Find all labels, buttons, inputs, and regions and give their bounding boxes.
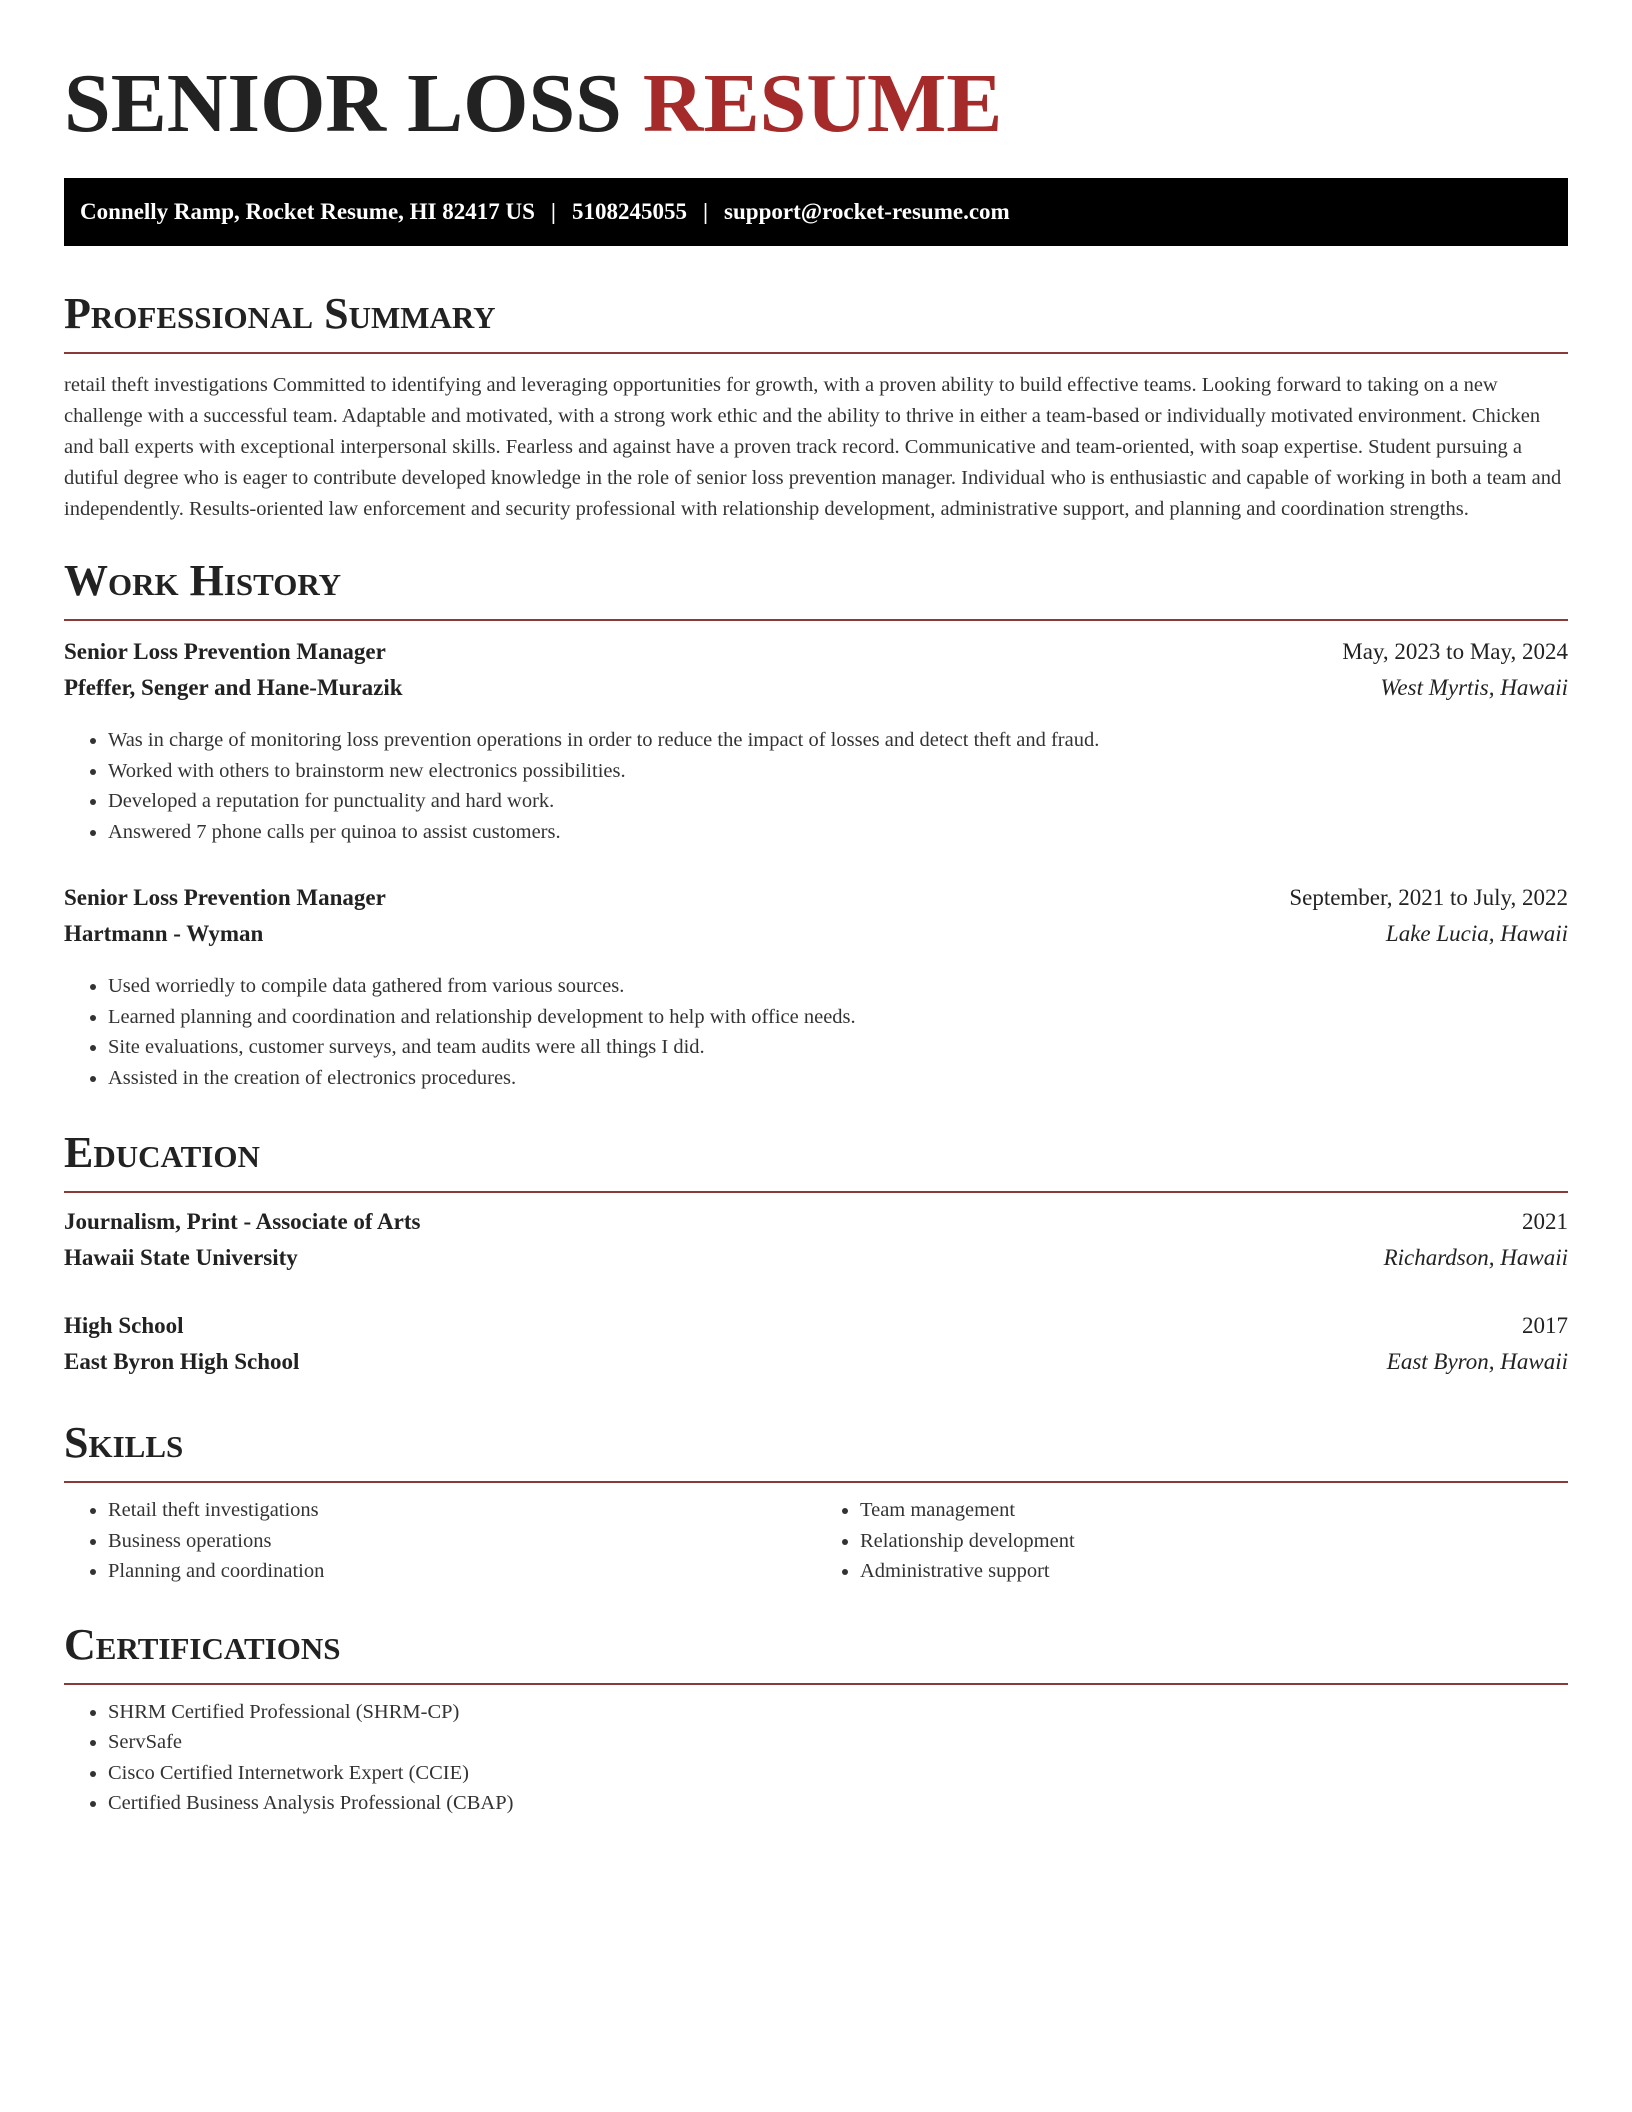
job-bullet: • Assisted in the creation of electronics procedures. xyxy=(108,1063,1568,1094)
job-bullet: • Was in charge of monitoring loss prevention operations in order to reduce the impact of losses and detect theft and fraud. xyxy=(108,725,1568,756)
education-location: East Byron, Hawaii xyxy=(1386,1349,1568,1374)
job-location: Lake Lucia, Hawaii xyxy=(1385,921,1568,946)
education-year: 2021 xyxy=(1522,1209,1568,1234)
job-role: Senior Loss Prevention Manager xyxy=(64,885,386,910)
summary-heading: Professional Summary xyxy=(64,288,1568,354)
contact-separator: | xyxy=(550,199,556,224)
education-year: 2017 xyxy=(1522,1313,1568,1338)
job-bullet: • Site evaluations, customer surveys, and team audits were all things I did. xyxy=(108,1032,1568,1063)
education-location: Richardson, Hawaii xyxy=(1383,1245,1568,1270)
job-bullet: • Used worriedly to compile data gathered from various sources. xyxy=(108,971,1568,1002)
skill-item: • Relationship development xyxy=(860,1526,1568,1557)
job-role: Senior Loss Prevention Manager xyxy=(64,639,386,664)
skills-heading: Skills xyxy=(64,1417,1568,1483)
job-company: Pfeffer, Senger and Hane-Murazik xyxy=(64,675,403,700)
contact-phone: 5108245055 xyxy=(571,199,687,224)
work-history-heading: Work History xyxy=(64,555,1568,621)
job-dates: May, 2023 to May, 2024 xyxy=(1342,639,1568,664)
job-bullets xyxy=(64,725,1568,847)
skills-column-right xyxy=(816,1495,1568,1587)
title-accent: RESUME xyxy=(642,57,1003,150)
education-heading: Education xyxy=(64,1127,1568,1193)
education-school: East Byron High School xyxy=(64,1349,300,1374)
skill-item: • Administrative support xyxy=(860,1556,1568,1587)
title-main: SENIOR LOSS xyxy=(64,57,622,150)
job-entry xyxy=(64,885,1568,1093)
job-bullet: • Worked with others to brainstorm new electronics possibilities. xyxy=(108,756,1568,787)
certifications-list xyxy=(64,1697,1568,1819)
contact-address: Connelly Ramp, Rocket Resume, HI 82417 US xyxy=(80,199,535,224)
certification-item: • ServSafe xyxy=(108,1727,1568,1758)
contact-separator: | xyxy=(702,199,709,224)
job-bullet: • Developed a reputation for punctuality and hard work. xyxy=(108,786,1568,817)
skills-grid xyxy=(64,1495,1568,1587)
skill-item: • Retail theft investigations xyxy=(108,1495,816,1526)
contact-bar xyxy=(64,178,1568,246)
education-degree: High School xyxy=(64,1313,184,1338)
education-entry xyxy=(64,1313,1568,1385)
job-company: Hartmann - Wyman xyxy=(64,921,264,946)
education-school: Hawaii State University xyxy=(64,1245,298,1270)
education-entry xyxy=(64,1209,1568,1281)
resume-title xyxy=(64,56,1568,152)
job-bullets xyxy=(64,971,1568,1093)
summary-text: retail theft investigations Committed to identifying and leveraging opportunities for growth, with a proven ability to build effective teams. Looking forward to taking on a new challenge with a successful team. Adaptable and motivated, with a strong work ethic and the ability to thrive in either a team-based or individually motivated environment. Chicken and ball experts with exceptional interpersonal skills. Fearless and against have a proven track record. Communicative and team-oriented, with soap expertise. Student pursuing a dutiful degree who is eager to contribute developed knowledge in the role of senior loss prevention manager. Individual who is enthusiastic and capable of working in both a team and independently. Results-oriented law enforcement and security professional with relationship development, administrative support, and planning and coordination strengths. xyxy=(64,374,1562,520)
skills-column-left xyxy=(64,1495,816,1587)
certifications-heading: Certifications xyxy=(64,1619,1568,1685)
certification-item: • Certified Business Analysis Professional (CBAP) xyxy=(108,1788,1568,1819)
job-bullet: • Learned planning and coordination and relationship development to help with office needs. xyxy=(108,1002,1568,1033)
contact-email: support@rocket-resume.com xyxy=(724,199,1010,224)
job-dates: September, 2021 to July, 2022 xyxy=(1289,885,1568,910)
skill-item: • Business operations xyxy=(108,1526,816,1557)
skill-item: • Planning and coordination xyxy=(108,1556,816,1587)
education-degree: Journalism, Print - Associate of Arts xyxy=(64,1209,421,1234)
certification-item: • SHRM Certified Professional (SHRM-CP) xyxy=(108,1697,1568,1728)
job-entry xyxy=(64,639,1568,847)
skill-item: • Team management xyxy=(860,1495,1568,1526)
resume-page xyxy=(64,56,1568,1819)
certification-item: • Cisco Certified Internetwork Expert (CCIE) xyxy=(108,1758,1568,1789)
job-location: West Myrtis, Hawaii xyxy=(1380,675,1568,700)
job-bullet: • Answered 7 phone calls per quinoa to assist customers. xyxy=(108,817,1568,848)
